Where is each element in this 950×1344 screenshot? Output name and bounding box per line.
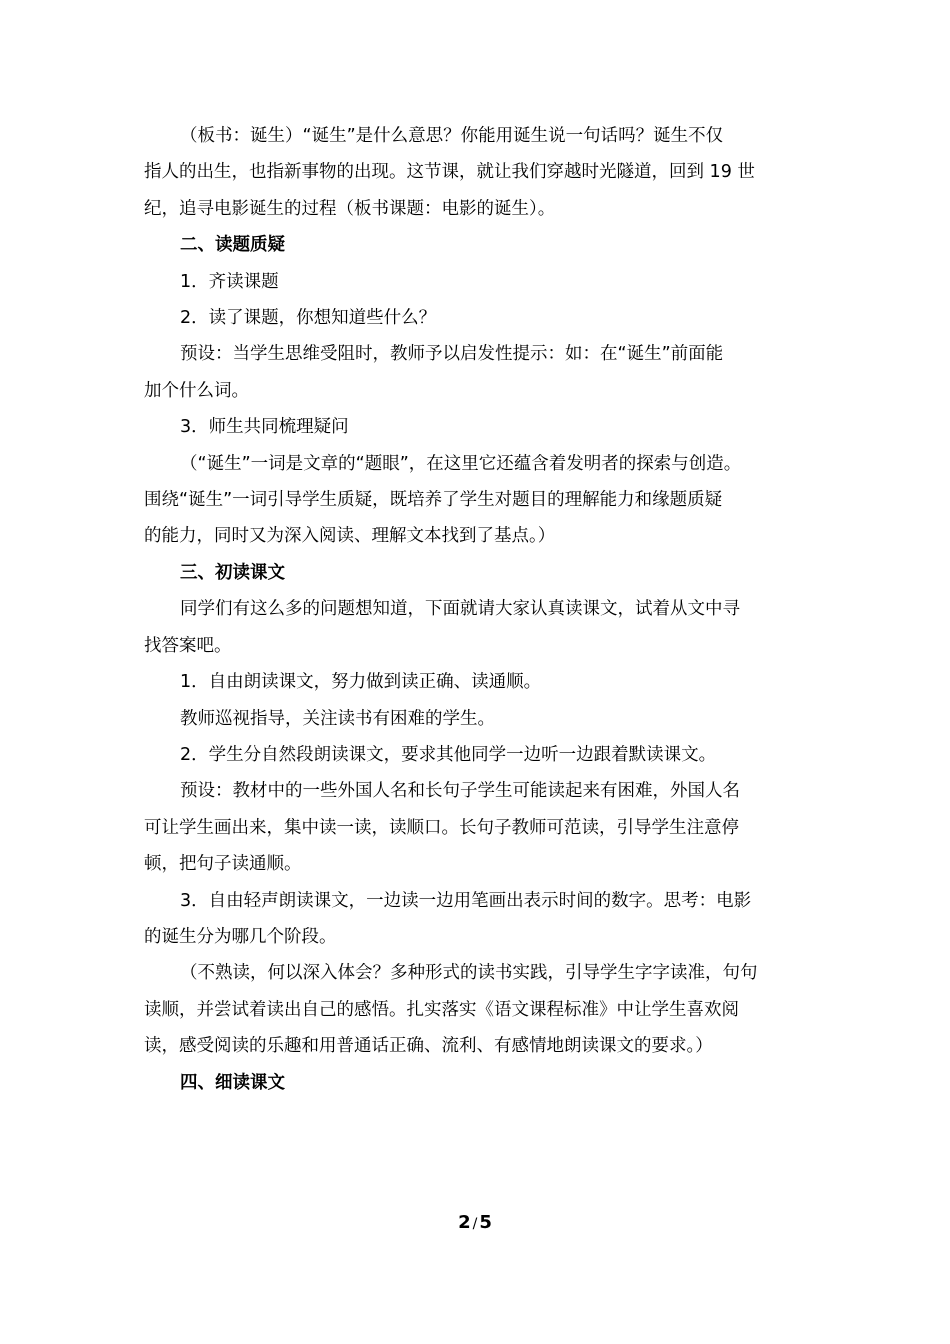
- paragraph-line: 2．学生分自然段朗读课文，要求其他同学一边听一边跟着默读课文。: [180, 744, 717, 765]
- total-pages: 5: [479, 1212, 492, 1233]
- paragraph-line: 1．齐读课题: [180, 271, 279, 292]
- paragraph-line: 找答案吧。: [144, 635, 232, 656]
- paragraph-line: 围绕“诞生”一词引导学生质疑，既培养了学生对题目的理解能力和缘题质疑: [144, 490, 723, 511]
- paragraph-line: 的能力，同时又为深入阅读、理解文本找到了基点。）: [144, 526, 556, 547]
- document-body: [144, 118, 824, 1101]
- paragraph-line: 2．读了课题，你想知道些什么？: [180, 308, 437, 329]
- page-separator: /: [472, 1216, 478, 1232]
- paragraph-line: 可让学生画出来，集中读一读，读顺口。长句子教师可范读，引导学生注意停: [144, 817, 739, 838]
- paragraph-line: 3．自由轻声朗读课文，一边读一边用笔画出表示时间的数字。思考：电影: [180, 890, 752, 911]
- paragraph-line: 预设：教材中的一些外国人名和长句子学生可能读起来有困难，外国人名: [180, 781, 740, 802]
- section-heading: 四、细读课文: [180, 1072, 285, 1093]
- paragraph-line: 的诞生分为哪几个阶段。: [144, 926, 337, 947]
- paragraph-line: （不熟读，何以深入体会？多种形式的读书实践，引导学生字字读准，句句: [180, 963, 758, 984]
- paragraph-line: 同学们有这么多的问题想知道，下面就请大家认真读课文，试着从文中寻: [180, 599, 740, 620]
- section-heading: 三、初读课文: [180, 562, 285, 583]
- paragraph-line: 预设：当学生思维受阻时，教师予以启发性提示：如：在“诞生”前面能: [180, 344, 724, 365]
- paragraph-line: 3．师生共同梳理疑问: [180, 417, 349, 438]
- paragraph-line: 1．自由朗读课文，努力做到读正确、读通顺。: [180, 672, 542, 693]
- paragraph-line: 纪，追寻电影诞生的过程（板书课题：电影的诞生）。: [144, 198, 556, 219]
- section-heading: 二、读题质疑: [180, 235, 285, 256]
- paragraph-line: 指人的出生，也指新事物的出现。这节课，就让我们穿越时光隧道，回到 19 世: [144, 162, 755, 183]
- paragraph-line: （板书：诞生）“诞生”是什么意思？你能用诞生说一句话吗？诞生不仅: [180, 126, 724, 146]
- paragraph-line: 加个什么词。: [144, 380, 249, 401]
- current-page: 2: [458, 1212, 471, 1233]
- paragraph-line: （“诞生”一词是文章的“题眼”，在这里它还蕴含着发明者的探索与创造。: [180, 453, 742, 474]
- paragraph-line: 顿，把句子读通顺。: [144, 854, 302, 875]
- paragraph-line: 教师巡视指导，关注读书有困难的学生。: [180, 708, 495, 729]
- paragraph-line: 读，感受阅读的乐趣和用普通话正确、流利、有感情地朗读课文的要求。）: [144, 1036, 713, 1057]
- page-number: [0, 1212, 950, 1233]
- paragraph-line: 读顺，并尝试着读出自己的感悟。扎实落实《语文课程标准》中让学生喜欢阅: [144, 999, 739, 1020]
